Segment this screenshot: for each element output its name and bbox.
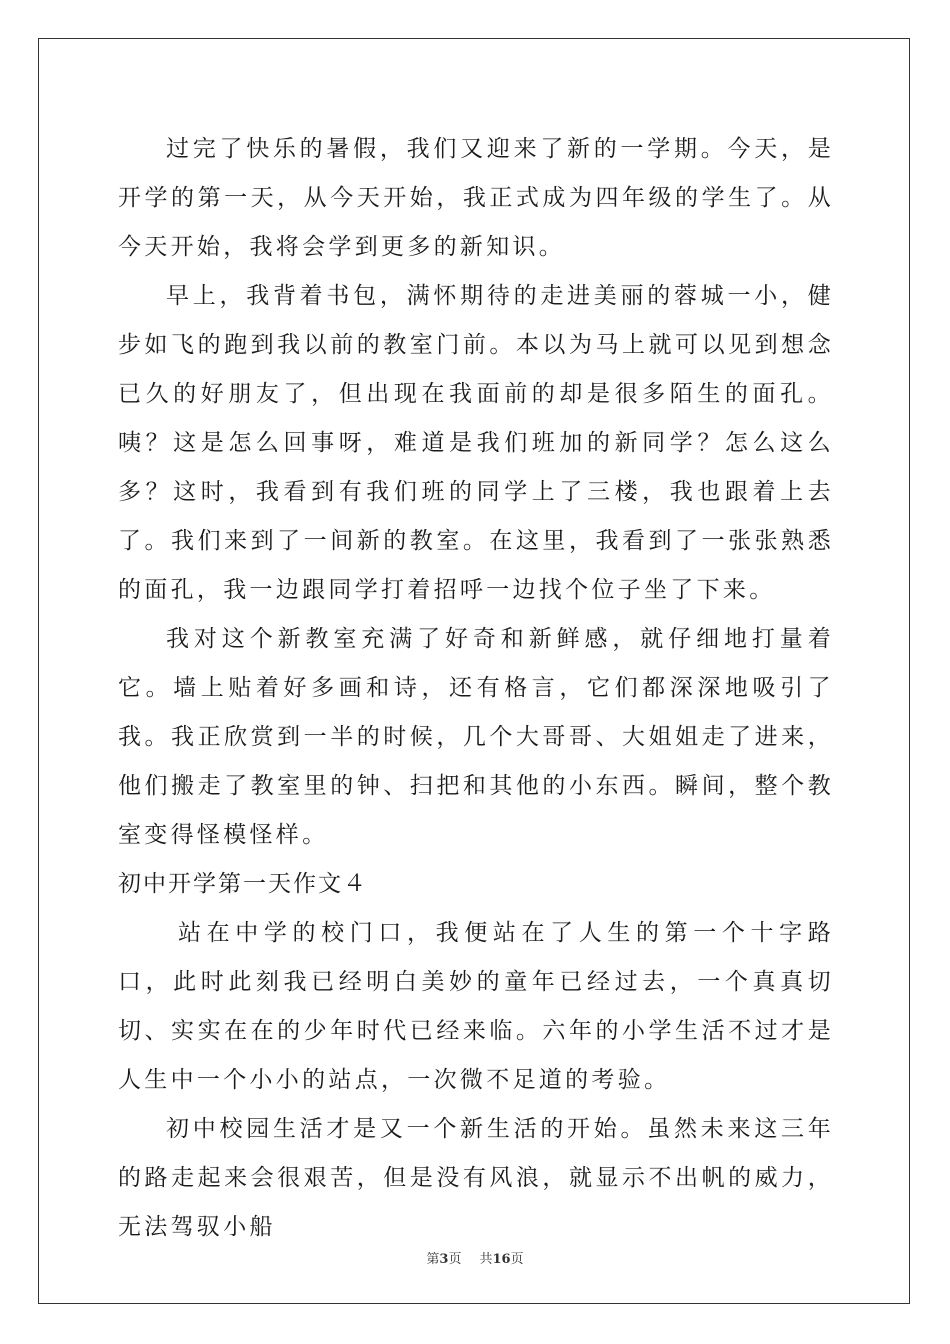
paragraph-1: 过完了快乐的暑假，我们又迎来了新的一学期。今天，是开学的第一天，从今天开始，我正式成为四年级的学生了。从今天开始，我将会学到更多的新知识。 bbox=[118, 136, 834, 260]
page-prefix: 第 bbox=[426, 1252, 440, 1267]
paragraph-3: 我对这个新教室充满了好奇和新鲜感，就仔细地打量着它。墙上贴着好多画和诗，还有格言，它们都深深地吸引了我。我正欣赏到一半的时候，几个大哥哥、大姐姐走了进来，他们搬走了教室里的钟、扫把和其他的小东西。瞬间，整个教室变得怪模怪样。 bbox=[118, 626, 834, 848]
section-title: 初中开学第一天作文４ bbox=[118, 871, 368, 897]
total-suffix: 页 bbox=[510, 1252, 524, 1267]
page-number: 3 bbox=[439, 1252, 449, 1267]
total-prefix: 共 bbox=[479, 1252, 493, 1267]
document-body bbox=[118, 125, 834, 1252]
paragraph-2: 早上，我背着书包，满怀期待的走进美丽的蓉城一小，健步如飞的跑到我以前的教室门前。本以为马上就可以见到想念已久的好朋友了，但出现在我面前的却是很多陌生的面孔。咦？这是怎么回事呀，难道是我们班加的新同学？怎么这么多？这时，我看到有我们班的同学上了三楼，我也跟着上去了。我们来到了一间新的教室。在这里，我看到了一张张熟悉的面孔，我一边跟同学打着招呼一边找个位子坐了下来。 bbox=[118, 283, 834, 603]
paragraph-5: 初中校园生活才是又一个新生活的开始。虽然未来这三年的路走起来会很艰苦，但是没有风浪，就显示不出帆的威力，无法驾驭小船 bbox=[118, 1116, 834, 1240]
paragraph-4: 站在中学的校门口，我便站在了人生的第一个十字路口，此时此刻我已经明白美妙的童年已经过去，一个真真切切、实实在在的少年时代已经来临。六年的小学生活不过才是人生中一个小小的站点，一次微不足道的考验。 bbox=[118, 920, 834, 1093]
total-pages: 16 bbox=[492, 1252, 511, 1267]
page-footer bbox=[0, 1248, 950, 1267]
page-suffix: 页 bbox=[448, 1252, 462, 1267]
